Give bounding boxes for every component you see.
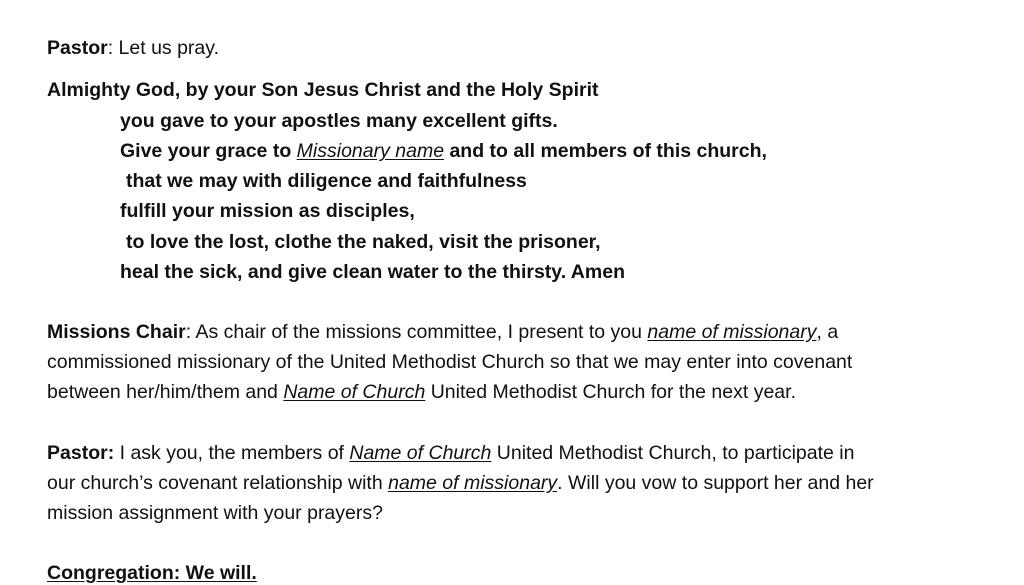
missions-chair-line-2: commissioned missionary of the United Methodist Church so that we may enter into covenant [47, 351, 853, 373]
speaker-pastor: Pastor [47, 37, 108, 59]
church-name-placeholder: Name of Church [283, 381, 426, 403]
church-name-placeholder: Name of Church [349, 442, 492, 464]
prayer-line-5: fulfill your mission as disciples, [120, 200, 415, 222]
prayer-line-3 [120, 139, 767, 163]
missions-chair-text: , a [816, 321, 839, 343]
pastor-ask-line-1 [47, 441, 854, 465]
prayer-line-1: Almighty God, by your Son Jesus Christ and the Holy Spirit [47, 79, 599, 101]
missions-chair-text: United Methodist Church for the next year. [425, 381, 796, 403]
pastor-ask-text: United Methodist Church, to participate in [491, 442, 855, 464]
pastor-ask-text: I ask you, the members of [114, 442, 350, 464]
missions-chair-line-3 [47, 380, 796, 404]
prayer-line-6: to love the lost, clothe the naked, visit the prisoner, [126, 231, 601, 253]
prayer-line-3-end: and to all members of this church, [444, 140, 767, 162]
prayer-line-2: you gave to your apostles many excellent gifts. [120, 110, 558, 132]
missions-chair-text: : As chair of the missions committee, I present to you [185, 321, 648, 343]
prayer-line-3-start: Give your grace to [120, 140, 297, 162]
missions-chair-line-1 [47, 320, 838, 344]
pastor-ask-line-3: mission assignment with your prayers? [47, 502, 383, 524]
missionary-name-placeholder: Missionary name [296, 140, 445, 162]
pastor-ask-text: . Will you vow to support her and her [557, 472, 874, 494]
prayer-line-4: that we may with diligence and faithfulness [126, 170, 527, 192]
pastor-opening-line [47, 36, 219, 60]
prayer-line-7: heal the sick, and give clean water to the thirsty. Amen [120, 261, 625, 283]
missionary-name-placeholder: name of missionary [647, 321, 817, 343]
pastor-ask-text: our church’s covenant relationship with [47, 472, 389, 494]
missionary-name-placeholder: name of missionary [388, 472, 558, 494]
speaker-pastor: Pastor: [47, 442, 115, 464]
congregation-response: Congregation: We will. [47, 562, 257, 584]
pastor-ask-line-2 [47, 471, 874, 495]
opening-text: : Let us pray. [107, 37, 219, 59]
missions-chair-text: between her/him/them and [47, 381, 284, 403]
speaker-missions-chair: Missions Chair [47, 321, 186, 343]
